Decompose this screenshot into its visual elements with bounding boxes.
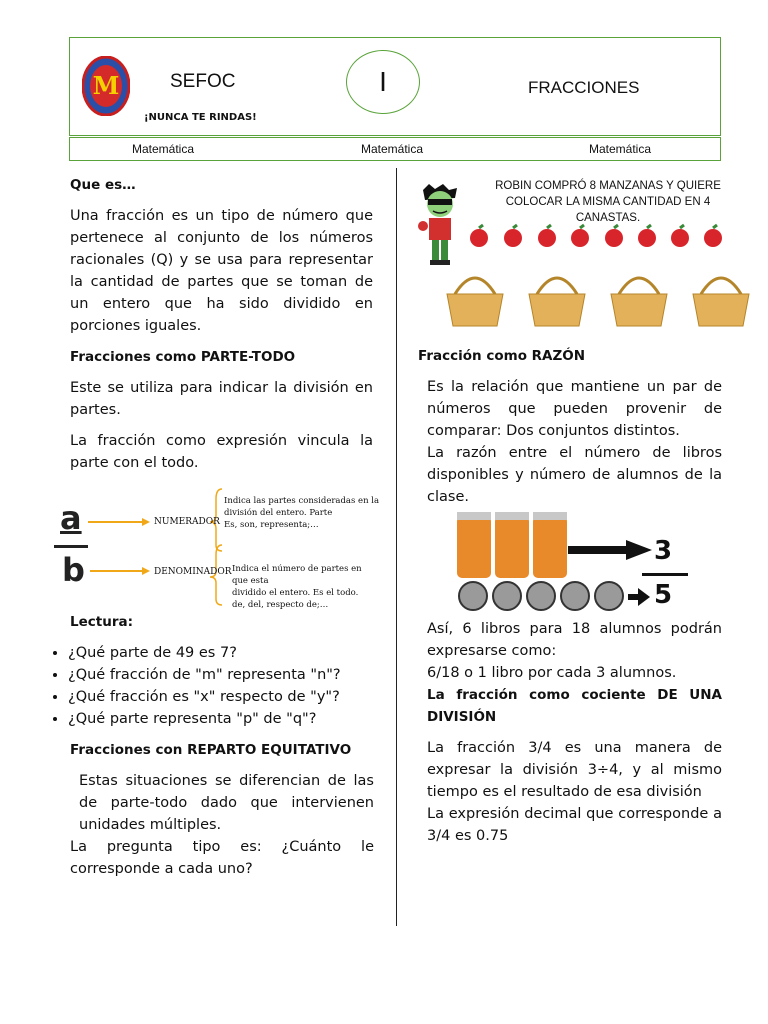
razon-paragraph: Es la relación que mantiene un par de números que pueden provenir de comparar: Dos conjuntos distintos. xyxy=(427,379,722,439)
coins-image xyxy=(457,580,627,612)
den-desc-line: Indica el número de partes en que esta xyxy=(232,564,362,586)
num-desc-line: Indica las partes consideradas en la xyxy=(224,496,380,506)
right-column-bottom xyxy=(427,618,722,847)
subject-label: Matemática xyxy=(132,142,195,156)
list-item: • ¿Qué parte de 49 es 7? xyxy=(68,642,374,664)
banner-line: ROBIN COMPRÓ 8 MANZANAS Y QUIERE xyxy=(495,180,721,192)
numerator-label: NUMERADOR xyxy=(154,517,220,527)
school-name: SEFOC xyxy=(170,71,236,92)
banner-line: COLOCAR LA MISMA CANTIDAD EN 4 CANASTAS. xyxy=(505,196,711,224)
denominator-label: DENOMINADOR xyxy=(154,567,232,577)
cociente-paragraph: La fracción 3/4 es una manera de expresar la división 3÷4, y al mismo tiempo es el resultado de esa división xyxy=(427,740,722,800)
denominator-letter: b xyxy=(62,551,85,589)
ratio-illustration xyxy=(455,510,695,615)
parte-todo-paragraph: Este se utiliza para indicar la división en partes. xyxy=(70,380,373,418)
apples-illustration xyxy=(415,174,750,334)
den-desc-line: de, del, respecto de;… xyxy=(232,600,329,610)
denominator-description xyxy=(232,563,380,611)
logo-letter: M xyxy=(92,71,120,100)
num-desc-line: división del entero. Parte xyxy=(224,508,333,518)
den-desc-line: dividido el entero. Es el todo. xyxy=(232,588,359,598)
fraction-numerator: 3 xyxy=(654,536,673,566)
definition-paragraph: Una fracción es un tipo de número que pertenece al conjunto de los números racionales (Q) y se usa para representar la cantidad de partes que se toman de un entero que ha sido dividido en porciones iguales. xyxy=(70,208,373,334)
num-desc-line: Es, son, representa;… xyxy=(224,520,319,530)
school-logo xyxy=(82,56,130,116)
baskets-row xyxy=(443,266,753,331)
apples-row xyxy=(467,222,747,252)
list-item: • ¿Qué fracción es "x" respecto de "y"? xyxy=(68,686,374,708)
fraction-denominator: 5 xyxy=(654,580,673,610)
heading-lectura: Lectura: xyxy=(70,614,133,630)
subject-bar xyxy=(69,137,721,161)
question-list xyxy=(52,642,374,730)
column-divider xyxy=(396,168,397,926)
topic-title: FRACCIONES xyxy=(528,78,640,97)
fraction-diagram xyxy=(50,485,380,610)
left-column-lower xyxy=(52,611,374,880)
jars-image xyxy=(455,510,570,580)
subject-label: Matemática xyxy=(589,142,652,156)
banner-text xyxy=(473,178,743,226)
list-item: • ¿Qué fracción de "m" representa "n"? xyxy=(68,664,374,686)
reparto-question: La pregunta tipo es: ¿Cuánto le corresponde a cada uno? xyxy=(70,839,374,877)
left-column xyxy=(70,174,373,474)
small-arrow-icon xyxy=(628,588,650,606)
list-item: • ¿Qué parte representa "p" de "q"? xyxy=(68,708,374,730)
reparto-paragraph: Estas situaciones se diferencian de las de parte-todo dado que intervienen unidades múltiples. xyxy=(79,773,374,833)
razon-example: Así, 6 libros para 18 alumnos podrán expresarse como: xyxy=(427,621,722,659)
numerator-description xyxy=(224,495,379,531)
razon-example-2: 6/18 o 1 libro por cada 3 alumnos. xyxy=(427,665,677,681)
heading-que-es: Que es… xyxy=(70,177,136,193)
header-box xyxy=(69,37,721,136)
numerator-letter: a xyxy=(60,499,82,537)
fraction-line xyxy=(642,573,688,576)
heading-reparto: Fracciones con REPARTO EQUITATIVO xyxy=(70,742,352,758)
heading-cociente: La fracción como cociente DE UNA DIVISIÓN xyxy=(427,687,722,725)
unit-number: I xyxy=(346,50,420,114)
heading-parte-todo: Fracciones como PARTE-TODO xyxy=(70,349,296,365)
heading-razon: Fracción como RAZÓN xyxy=(418,348,586,364)
arrow-icon xyxy=(568,540,653,560)
parte-todo-paragraph-2: La fracción como expresión vincula la parte con el todo. xyxy=(70,433,373,471)
school-motto: ¡NUNCA TE RINDAS! xyxy=(144,112,257,123)
robin-figure xyxy=(415,184,465,269)
razon-paragraph-2: La razón entre el número de libros disponibles y número de alumnos de la clase. xyxy=(427,445,722,505)
subject-label: Matemática xyxy=(361,142,424,156)
right-column-top xyxy=(418,345,722,508)
cociente-paragraph-2: La expresión decimal que corresponde a 3/4 es 0.75 xyxy=(427,806,722,844)
